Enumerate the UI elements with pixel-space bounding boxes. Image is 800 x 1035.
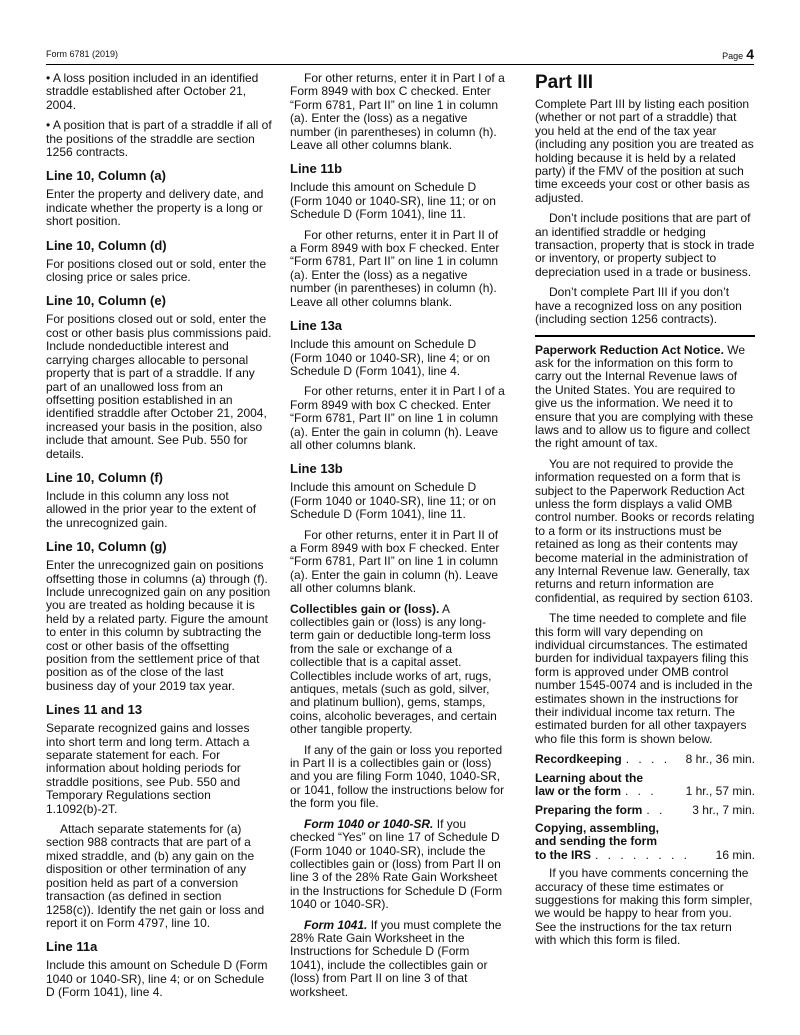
- paperwork-lead: Paperwork Reduction Act Notice.: [535, 342, 724, 357]
- collectibles-body: A collectibles gain or (loss) is any long-term gain or deductible long-term loss from the sale or exchange of a collectible that is a capital asset. Collectibles include works of art, rugs, antiques, metals (such as gold, silver, and platinum bullion), gems, stamps, coins, alcoholic beverages, and certain other tangible property.: [290, 601, 497, 737]
- time-value: 1 hr., 57 min.: [685, 784, 755, 799]
- time-estimates-table: [535, 753, 755, 862]
- text-other-returns-11a: For other returns, enter it in Part I of a Form 8949 with box C checked. Enter “Form 6781, Part II” on line 1 in column (a). Enter the (loss) as a negative number (in parentheses) in column (h). Leave all other columns blank.: [290, 71, 505, 153]
- form-id: Form 6781 (2019): [46, 49, 119, 59]
- text-line-13a-2: For other returns, enter it in Part I of a Form 8949 with box C checked. Enter “Form 6781, Part II” on line 1 in column (a). Enter the gain in column (h). Leave all other columns blank.: [290, 384, 505, 452]
- text-collectibles: [290, 603, 506, 737]
- text-line-13b-1: Include this amount on Schedule D (Form 1040 or 1040-SR), line 11; or on Schedule D (Form 1041), line 11.: [290, 480, 496, 522]
- time-row-recordkeeping: [535, 753, 755, 766]
- leader-dots: . . . . . . . .: [595, 848, 691, 862]
- time-label: Copying, assembling,: [535, 820, 660, 835]
- text-part-iii-3: Don’t complete Part III if you don’t have a recognized loss on any position (including section 1256 contracts).: [535, 285, 742, 327]
- page-number-label: [722, 46, 754, 62]
- time-row-learning: [535, 772, 755, 799]
- page-label: Page: [722, 51, 744, 61]
- time-row-copying: [535, 822, 755, 862]
- time-value: 8 hr., 36 min.: [685, 752, 755, 767]
- column-left: [46, 72, 272, 1007]
- heading-line-11a: Line 11a: [46, 939, 98, 955]
- text-part-iii-2: Don’t include positions that are part of an identified straddle or hedging transaction, property that is stock in trade or inventory, or property subject to depreciation used in a trade or business.: [535, 211, 755, 279]
- text-line-11a: Include this amount on Schedule D (Form 1040 or 1040-SR), line 4; or on Schedule D (Form 1041), line 4.: [46, 958, 268, 1000]
- heading-line-13b: Line 13b: [290, 461, 343, 477]
- form-1040-body: If you checked “Yes” on line 17 of Schedule D (Form 1040 or 1040-SR), include the collectibles gain or (loss) from Part II on line 3 of the 28% Rate Gain Worksheet in the Instructions for Schedule D (Form 1040 or 1040-SR).: [290, 816, 503, 912]
- bullet-straddle-position: • A position that is part of a straddle if all of the positions of the straddle are section 1256 contracts.: [46, 118, 272, 160]
- heading-line-10f: Line 10, Column (f): [46, 469, 163, 485]
- time-row-preparing: [535, 804, 755, 817]
- text-form-1040: [290, 818, 506, 912]
- time-label: Recordkeeping: [535, 752, 622, 767]
- text-line-10e: For positions closed out or sold, enter the cost or other basis plus commissions paid. Include nondeductible interest and carrying charges allocable to personal property that is part of a straddle. If any part of an unallowed loss from an offsetting position established in an identified straddle after October 21, 2004, increased your basis in the position, also include that amount. See Pub. 550 for details.: [46, 312, 272, 461]
- text-line-10d: For positions closed out or sold, enter the closing price or sales price.: [46, 256, 267, 285]
- heading-line-10g: Line 10, Column (g): [46, 539, 167, 555]
- text-paperwork-notice: [535, 344, 755, 451]
- text-lines-11-13-b: Attach separate statements for (a) section 988 contracts that are part of a mixed straddle, and (b) any gain on the disposition or other termination of any position held as part of a conversion transaction (as defined in section 1258(c)). Identify the net gain or loss and report it on Form 4797, line 10.: [46, 822, 265, 930]
- heading-part-iii: Part III: [535, 72, 594, 93]
- text-line-11b-2: For other returns, enter it in Part II of a Form 8949 with box F checked. Enter “Form 6781, Part II” on line 1 in column (a). Enter the (loss) as a negative number (in parentheses) in column (h). Leave all other columns blank.: [290, 227, 500, 309]
- text-form-1041: [290, 919, 506, 999]
- time-label: Preparing the form: [535, 802, 643, 817]
- time-label: Learning about the: [535, 770, 643, 785]
- text-omb-notice: You are not required to provide the information requested on a form that is subject to the Paperwork Reduction Act unless the form displays a valid OMB control number. Books or records relating to a form or its instructions must be retained as long as their contents may become material in the administration of any Internal Revenue law. Generally, tax returns and return information are confidential, as required by section 6103.: [535, 456, 755, 605]
- form-1041-lead: Form 1041.: [304, 917, 368, 932]
- leader-dots: . . . .: [625, 753, 671, 767]
- text-part-iii-1: Complete Part III by listing each position (whether or not part of a straddle) that you held at the end of the tax year (including any position you are treated as holding because it is held by a related party) if the FMV of the position at such time exceeds your cost or other basis as adjusted.: [535, 97, 754, 205]
- leader-dots: . . .: [625, 785, 657, 799]
- time-value: 16 min.: [715, 847, 755, 862]
- time-label-cont: and sending the form: [535, 834, 658, 849]
- leader-dots: . .: [646, 803, 666, 817]
- form-1041-body: If you must complete the 28% Rate Gain Worksheet in the Instructions for Schedule D (Form 1041), include the collectibles gain or (loss) from Part II on line 3 of that worksheet.: [290, 917, 502, 999]
- column-right: [535, 72, 755, 955]
- time-row-copying-line3: [535, 849, 755, 862]
- collectibles-lead: Collectibles gain or (loss).: [290, 601, 440, 616]
- page-header: [46, 44, 754, 65]
- text-line-10f: Include in this column any loss not allowed in the prior year to the extent of the unrecognized gain.: [46, 488, 257, 530]
- time-row-learning-line2: [535, 785, 755, 798]
- text-lines-11-13-a: Separate recognized gains and losses into short term and long term. Attach a separate statement for each. For information about holding periods for straddle positions, see Pub. 550 and Temporary Regulations section 1.1092(b)-2T.: [46, 721, 250, 816]
- heading-line-10d: Line 10, Column (d): [46, 237, 167, 253]
- heading-line-10a: Line 10, Column (a): [46, 168, 166, 184]
- text-part-ii-collectibles: If any of the gain or loss you reported in Part II is a collectibles gain or (loss) and you are filing Form 1040, 1040-SR, or 1041, follow the instructions below for the form you file.: [290, 742, 505, 811]
- bullet-loss-position: • A loss position included in an identified straddle established after October 21, 2004.: [46, 71, 259, 112]
- time-label-cont2: to the IRS: [535, 847, 591, 862]
- text-time-burden: The time needed to complete and file this form will vary depending on individual circumstances. The estimated burden for individual taxpayers filing this form is approved under OMB control number 1545-0074 and is included in the estimates shown in the instructions for their individual income tax return. The estimated burden for all other taxpayers who file this form is shown below.: [535, 611, 753, 746]
- time-label-cont: law or the form: [535, 784, 622, 799]
- text-line-13b-2: For other returns, enter it in Part II of a Form 8949 with box F checked. Enter “Form 6781, Part II” on line 1 in column (a). Enter the gain in column (h). Leave all other columns blank.: [290, 527, 500, 596]
- form-1040-lead: Form 1040 or 1040-SR.: [304, 816, 434, 831]
- column-middle: [290, 72, 506, 1006]
- text-line-13a-1: Include this amount on Schedule D (Form 1040 or 1040-SR), line 4; or on Schedule D (Form 1041), line 4.: [290, 337, 491, 378]
- text-line-11b-1: Include this amount on Schedule D (Form 1040 or 1040-SR), line 11; or on Schedule D (Form 1041), line 11.: [290, 180, 496, 222]
- heading-line-10e: Line 10, Column (e): [46, 293, 166, 309]
- heading-line-13a: Line 13a: [290, 318, 343, 334]
- paperwork-body: We ask for the information on this form to carry out the Internal Revenue laws of the United States. You are required to give us the information. We need it to ensure that you are complying with these laws and to allow us to figure and collect the right amount of tax.: [535, 342, 754, 451]
- time-value: 3 hr., 7 min.: [692, 802, 755, 817]
- heading-lines-11-13: Lines 11 and 13: [46, 702, 143, 718]
- heading-line-11b: Line 11b: [290, 161, 343, 177]
- section-divider: [535, 335, 755, 337]
- text-comments: If you have comments concerning the accuracy of these time estimates or suggestions for making this form simpler, we would be happy to hear from you. See the instructions for the tax return with which this form is filed.: [535, 866, 753, 948]
- page-number: 4: [746, 46, 754, 62]
- text-line-10a: Enter the property and delivery date, and indicate whether the property is a long or short position.: [46, 187, 264, 229]
- text-line-10g: Enter the unrecognized gain on positions offsetting those in columns (a) through (f). Include unrecognized gain on any position you are treated as holding because it is held by a related party. Figure the amount to enter in this column by subtracting the cost or other basis of the offsetting position from the settlement price of that position as of the close of the last business day of your 2019 tax year.: [46, 558, 271, 693]
